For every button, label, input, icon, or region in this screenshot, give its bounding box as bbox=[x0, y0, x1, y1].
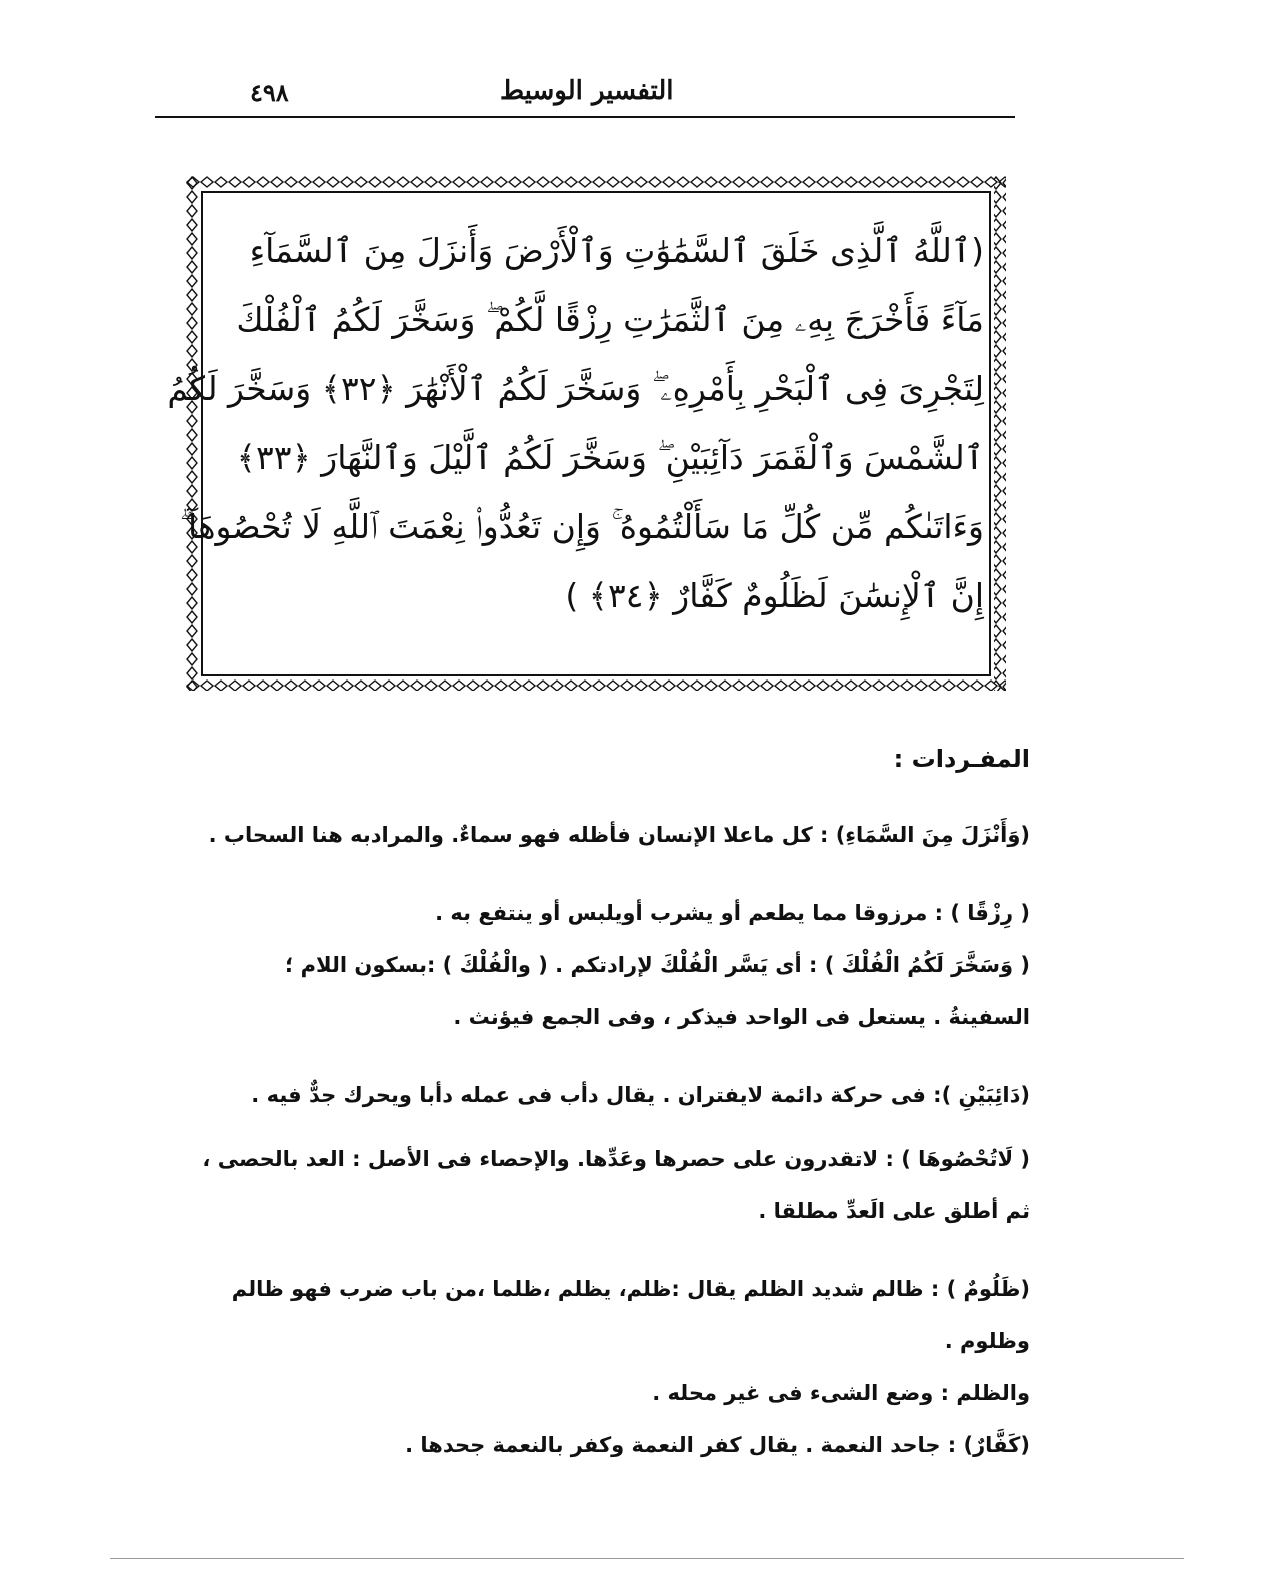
quran-verse-text bbox=[167, 216, 984, 669]
vocabulary-entry: ( رِزْقًا ) : مرزوقا مما يطعم أو يشرب أويلبس أو ينتفع به . bbox=[435, 901, 1030, 925]
page-header bbox=[155, 70, 1015, 118]
verse-line: لِتَجْرِىَ فِى ٱلْبَحْرِ بِأَمْرِهِۦ ۖ وَسَخَّرَ لَكُمُ ٱلْأَنْهَٰرَ ﴿٣٢﴾ وَسَخَّرَ لَكُمُ bbox=[167, 369, 984, 408]
verse-frame bbox=[167, 176, 1006, 691]
vocabulary-entry: (دَائِبَيْنِ ): فى حركة دائمة لايفتران . يقال دأب فى عمله دأبا ويحرك جدٌّ فيه . bbox=[251, 1083, 1030, 1107]
vocabulary-section bbox=[190, 745, 1030, 1471]
header-rule bbox=[155, 116, 1015, 118]
verse-line: إِنَّ ٱلْإِنسَٰنَ لَظَلُومٌ كَفَّارٌ ﴿٣٤﴾ ) bbox=[565, 576, 984, 615]
vocabulary-entry: ( وَسَخَّرَ لَكُمُ الْفُلْكَ ) : أى يَسَّر الْفُلْكَ لإرادتكم . ( والْفُلْكَ ) :بسكون اللام ؛ bbox=[284, 953, 1030, 977]
verse-line: ٱلشَّمْسَ وَٱلْقَمَرَ دَآئِبَيْنِ ۖ وَسَخَّرَ لَكُمُ ٱلَّيْلَ وَٱلنَّهَارَ ﴿٣٣﴾ bbox=[236, 438, 984, 477]
bottom-rule bbox=[110, 1558, 1184, 1559]
vocabulary-entry: ( لَاتُحْصُوهَا ) : لاتقدرون على حصرها وعَدِّها. والإحصاء فى الأصل : العد بالحصى ، bbox=[202, 1147, 1030, 1171]
vocabulary-entry: السفينةُ . يستعل فى الواحد فيذكر ، وفى الجمع فيؤنث . bbox=[453, 1005, 1030, 1029]
book-title: التفسير الوسيط bbox=[500, 76, 674, 106]
vocabulary-entry: والظلم : وضع الشىء فى غير محله . bbox=[652, 1381, 1030, 1405]
verse-line: مَآءً فَأَخْرَجَ بِهِۦ مِنَ ٱلثَّمَرَٰتِ رِزْقًا لَّكُمْ ۖ وَسَخَّرَ لَكُمُ ٱلْفُلْكَ bbox=[236, 300, 984, 339]
vocabulary-entry: (كَفَّارٌ) : جاحد النعمة . يقال كفر النعمة وكفر بالنعمة جحدها . bbox=[405, 1433, 1030, 1457]
vocabulary-heading: المفـردات : bbox=[893, 745, 1030, 773]
vocabulary-entry: (وَأَنْزَلَ مِنَ السَّمَاءِ) : كل ماعلا الإنسان فأظله فهو سماءٌ. والمرادبه هنا السحاب . bbox=[208, 823, 1030, 847]
page-number: ٤٩٨ bbox=[250, 78, 289, 107]
verse-line: (ٱللَّهُ ٱلَّذِى خَلَقَ ٱلسَّمَٰوَٰتِ وَٱلْأَرْضَ وَأَنزَلَ مِنَ ٱلسَّمَآءِ bbox=[249, 231, 984, 270]
vocabulary-entry: ثم أطلق على الَعدِّ مطلقا . bbox=[758, 1199, 1030, 1223]
verse-line: وَءَاتَىٰكُم مِّن كُلِّ مَا سَأَلْتُمُوهُ ۚ وَإِن تَعُدُّوا۟ نِعْمَتَ ٱللَّهِ لَا تُحْصُوهَآ ۗ bbox=[179, 507, 984, 546]
vocabulary-entry: (ظَلُومٌ ) : ظالم شديد الظلم يقال :ظلم، يظلم ،ظلما ،من باب ضرب فهو ظالم وظلوم . bbox=[231, 1277, 1030, 1353]
